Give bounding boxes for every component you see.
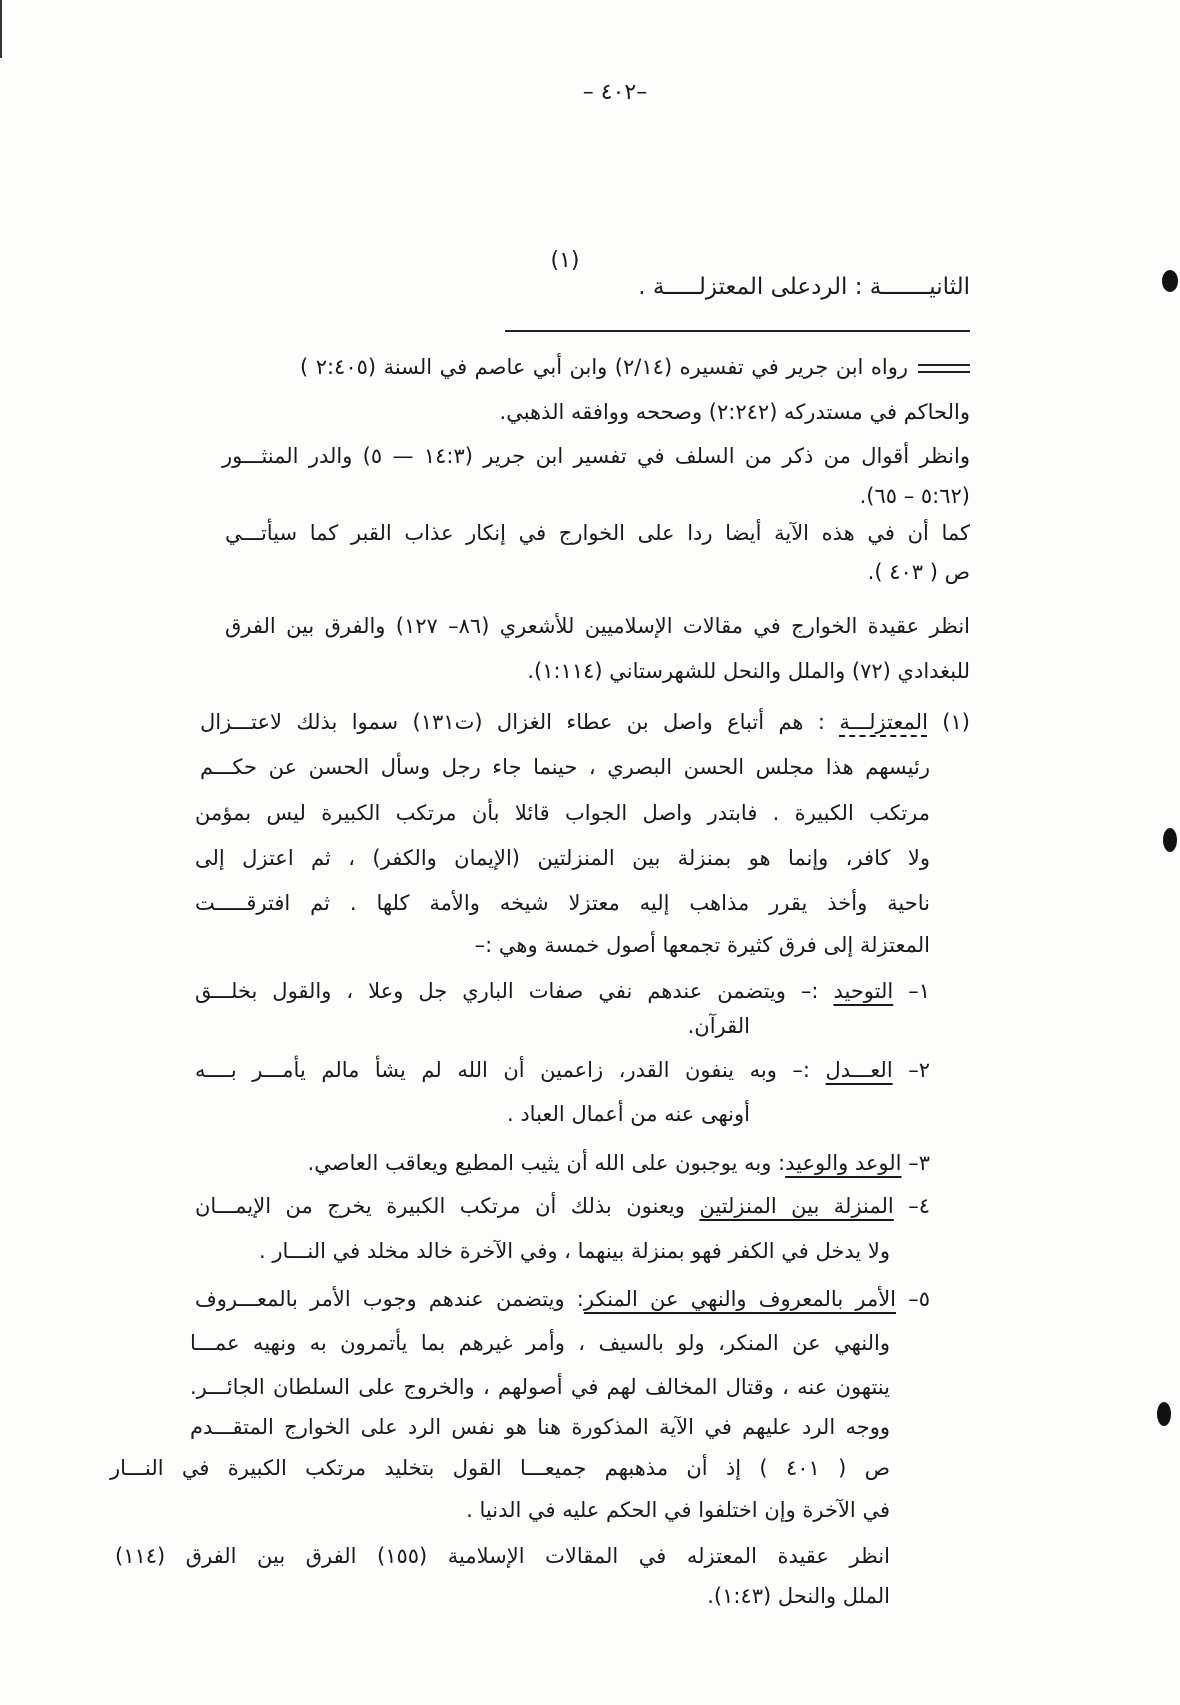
principle-4-term: المنزلة بين المنزلتين: [699, 1194, 894, 1218]
mutazila-line-2: رئيسهم هذا مجلس الحسن البصري ، حينما جاء رجل وسأل الحسن عن حكـــم: [200, 755, 930, 779]
double-line-mark: [918, 364, 970, 373]
footnote-line-2: والحاكم في مستدركه (٢:٢٤٢) وصححه ووافقه الذهبي.: [499, 400, 970, 424]
principle-5-line-3: ينتهون عنه ، وقتال المخالف لهم في أصولهم ، والخروج على السلطان الجائـــر.: [190, 1375, 890, 1399]
mutazila-line-3: مرتكب الكبيرة . فابتدر واصل الجواب قائلا بأن مرتكب الكبيرة ليس بمؤمن: [195, 801, 930, 825]
scan-edge-mark: [0, 0, 2, 58]
footnote-line-5: كما أن في هذه الآية أيضا ردا على الخوارج في إنكار عذاب القبر كما سيأتـــي: [225, 521, 970, 545]
footnote-line-1: رواه ابن جرير في تفسيره (٢/١٤) وابن أبي عاصم في السنة (٢:٤٠٥ ): [300, 352, 970, 382]
principle-3-term: الوعد والوعيد: [785, 1151, 902, 1175]
principle-2-line-1: ٢– العـــدل :– وبه ينفون القدر، زاعمين أن الله لم يشأ مالم يأمـــر بــــه: [195, 1058, 930, 1082]
section-heading: الثانيـــــــة : الردعلى المعتزلـــــة .: [638, 274, 970, 300]
mutazila-line-4: ولا كافر، وإنما هو بمنزلة بين المنزلتين (الإيمان والكفر) ، ثم اعتزل إلى: [195, 846, 930, 870]
footnote-line-3: وانظر أقوال من ذكر من السلف في تفسير ابن جرير (١٤:٣ — ٥) والدر المنثـــور: [222, 444, 970, 468]
footnote-separator: [505, 330, 970, 332]
principle-4-line-2: ولا يدخل في الكفر فهو بمنزلة بينهما ، وفي الآخرة خالد مخلد في النـــار .: [259, 1239, 890, 1263]
footnote-line-6: ص ( ٤٠٣ ).: [867, 560, 970, 584]
reference-line-1: انظر عقيدة المعتزله في المقالات الإسلامية (١٥٥) الفرق بين الفرق (١١٤): [115, 1544, 890, 1568]
refutation-line-2: ص ( ٤٠١ ) إذ أن مذهبهم جميعـــا القول بتخليد مرتكب الكبيرة في النـــار: [110, 1456, 890, 1480]
mutazila-line-5: ناحية وأخذ يقرر مذاهب إليه معتزلا شيخه والأمة كلها . ثم افترقـــــت: [195, 891, 930, 915]
refutation-line-3: في الآخرة وإن اختلفوا في الحكم عليه في الدنيا .: [466, 1498, 890, 1522]
footnote-line-7: انظر عقيدة الخوارج في مقالات الإسلاميين للأشعري (٨٦– ١٢٧) والفرق بين الفرق: [225, 614, 970, 638]
mutazila-line-1: (١) المعتزلـــة : هم أتباع واصل بن عطاء الغزال (ت١٣١) سموا بذلك لاعتـــزال: [200, 710, 970, 734]
refutation-line-1: ووجه الرد عليهم في الآية المذكورة هنا هو نفس الرد على الخوارج المتقـــدم: [190, 1415, 890, 1439]
principle-2-term: العـــدل: [825, 1058, 893, 1082]
mutazila-term: المعتزلـــة: [839, 710, 928, 734]
punch-hole-mark: [1157, 1402, 1171, 1426]
punch-hole-mark: [1162, 270, 1178, 292]
principle-3-line-1: ٣– الوعد والوعيد: وبه يوجبون على الله أن يثيب المطيع ويعاقب العاصي.: [307, 1151, 930, 1175]
principle-5-line-2: والنهي عن المنكر، ولو بالسيف ، وأمر غيرهم بما يأتمرون به ونهيه عمـــا: [190, 1331, 890, 1355]
heading-footnote-ref: (١): [550, 248, 580, 273]
principle-1-line-2: القرآن.: [687, 1014, 750, 1038]
footnote-line-4: (٥:٦٢ – ٦٥).: [859, 484, 970, 508]
principle-5-line-1: ٥– الأمر بالمعروف والنهي عن المنكر: ويتضمن عندهم وجوب الأمر بالمعـــروف: [195, 1287, 930, 1311]
principle-4-line-1: ٤– المنزلة بين المنزلتين ويعنون بذلك أن مرتكب الكبيرة يخرج من الإيمـــان: [195, 1194, 930, 1218]
reference-line-2: الملل والنحل (١:٤٣).: [707, 1584, 890, 1608]
page-number: –٤٠٢ –: [582, 80, 648, 105]
principle-5-term: الأمر بالمعروف والنهي عن المنكر: [583, 1287, 897, 1311]
punch-hole-mark: [1163, 828, 1177, 852]
mutazila-line-6: المعتزلة إلى فرق كثيرة تجمعها أصول خمسة وهي :–: [474, 933, 930, 957]
principle-2-line-2: أونهى عنه من أعمال العباد .: [506, 1102, 750, 1126]
footnote-line-8: للبغدادي (٧٢) والملل والنحل للشهرستاني (١:١١٤).: [527, 659, 970, 683]
principle-1-term: التوحيد: [833, 979, 894, 1003]
principle-1-line-1: ١– التوحيد :– ويتضمن عندهم نفي صفات الباري جل وعلا ، والقول بخلـــق: [195, 979, 930, 1003]
